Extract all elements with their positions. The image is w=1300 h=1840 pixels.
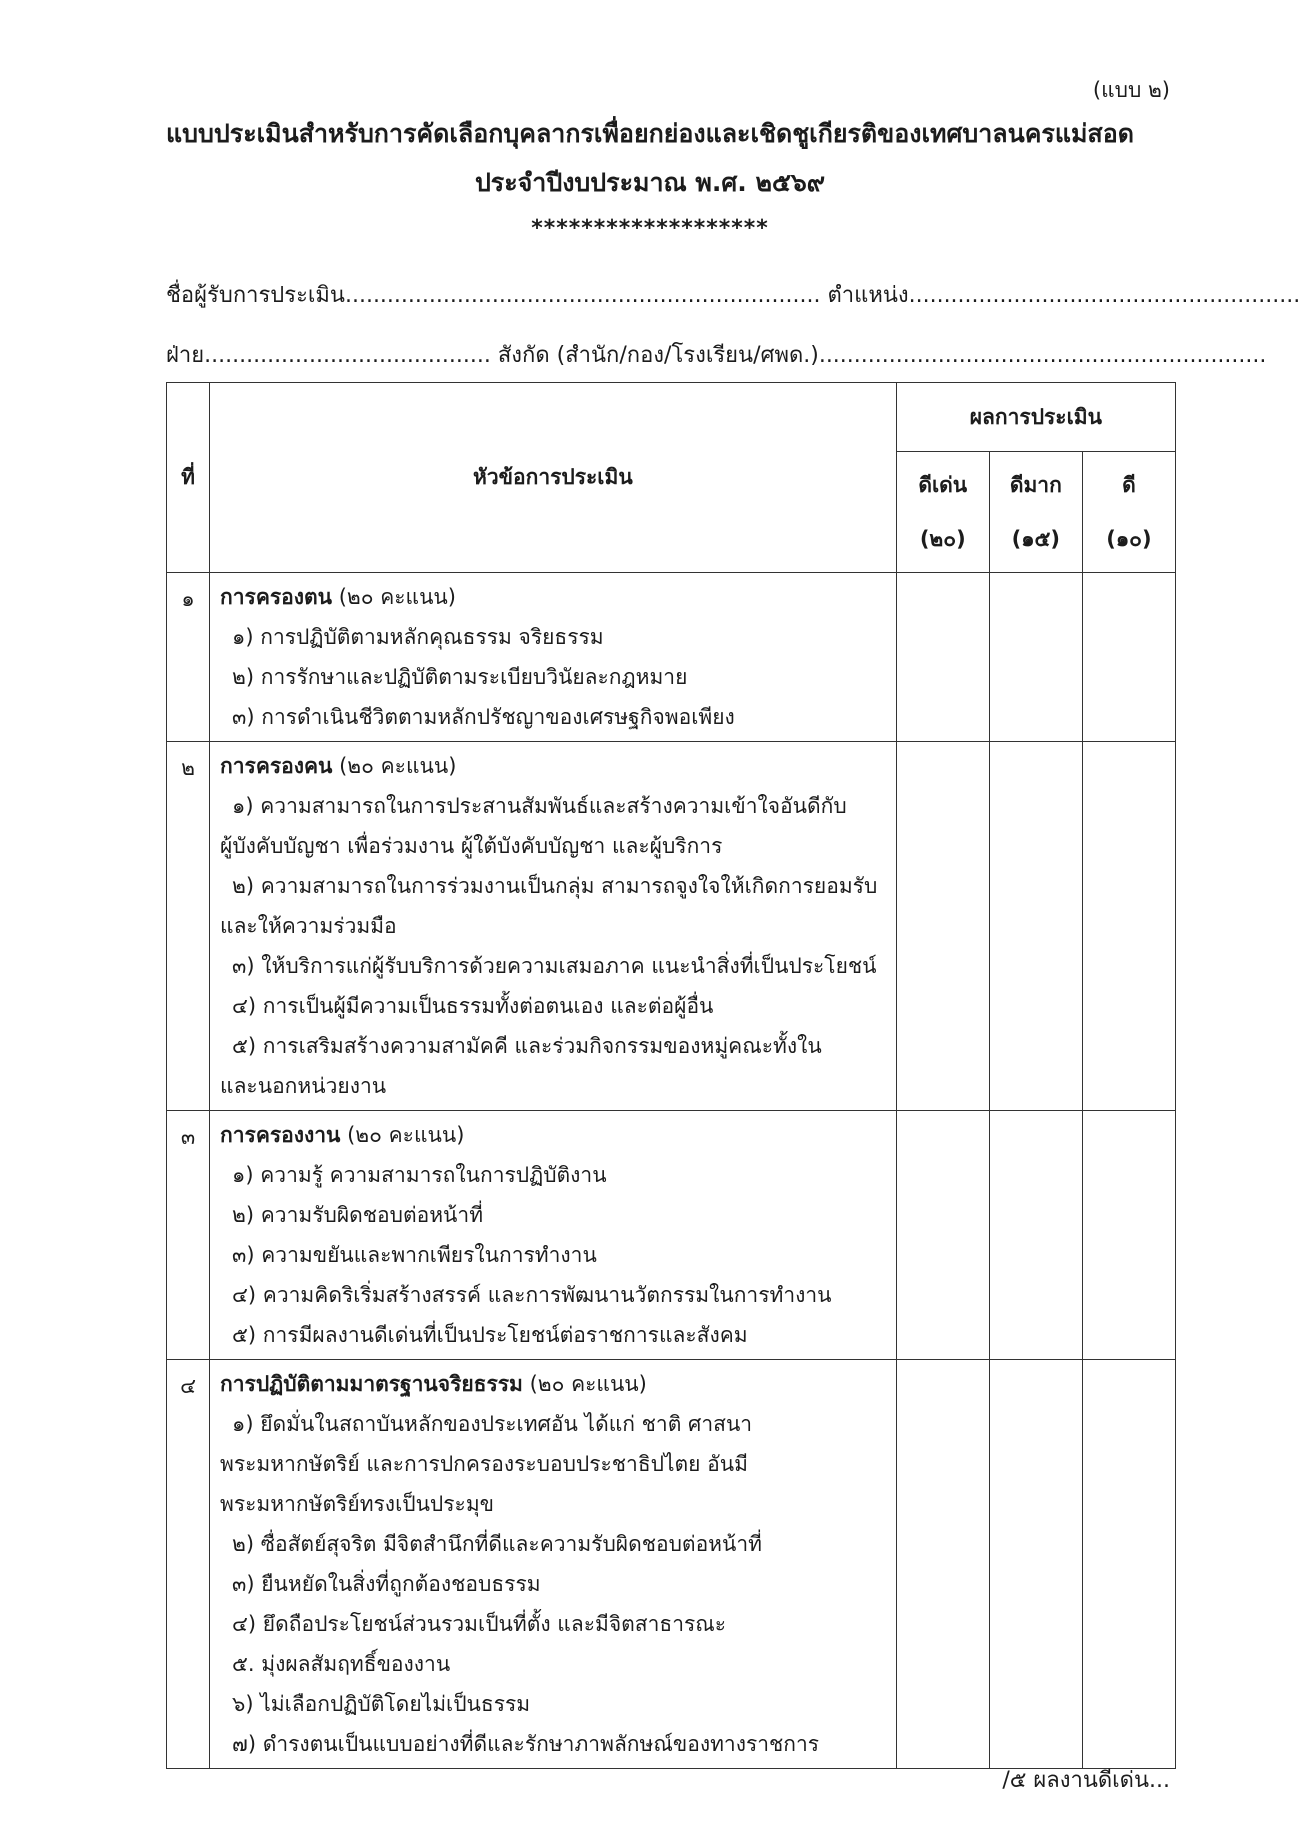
score-cell-good[interactable] xyxy=(1082,1111,1175,1360)
score-cell-very-good[interactable] xyxy=(989,1360,1082,1769)
score-cell-outstanding[interactable] xyxy=(896,742,989,1111)
form-code: (แบบ ๒) xyxy=(1092,78,1170,102)
section-topic xyxy=(210,573,897,742)
score-cell-outstanding[interactable] xyxy=(896,1111,989,1360)
list-item: ๑) ความรู้ ความสามารถในการปฏิบัติงาน xyxy=(232,1163,607,1187)
section-points: (๒๐ คะแนน) xyxy=(332,585,456,609)
score-cell-very-good[interactable] xyxy=(989,573,1082,742)
score-cell-good[interactable] xyxy=(1082,1360,1175,1769)
name-position-field: ชื่อผู้รับการประเมิน.................................................................... ตำแหน่ง........................................................ xyxy=(166,283,1300,308)
evaluation-table xyxy=(166,382,1176,1769)
list-item: ๕) การเสริมสร้างความสามัคคี และร่วมกิจกรรมของหมู่คณะทั้งใน xyxy=(232,1034,822,1058)
header-level-very-good: ดีมาก (๑๕) xyxy=(989,452,1082,573)
list-item: ๑) การปฏิบัติตามหลักคุณธรรม จริยธรรม xyxy=(232,625,604,649)
score-cell-good[interactable] xyxy=(1082,573,1175,742)
header-level-good: ดี (๑๐) xyxy=(1082,452,1175,573)
list-item: ๓) ยืนหยัดในสิ่งที่ถูกต้องชอบธรรม xyxy=(232,1572,541,1596)
section-heading: การครองคน xyxy=(220,754,333,778)
score-cell-very-good[interactable] xyxy=(989,742,1082,1111)
list-item: ๕) การมีผลงานดีเด่นที่เป็นประโยชน์ต่อราชการและสังคม xyxy=(232,1323,748,1347)
section-topic xyxy=(210,1111,897,1360)
list-item: ๒) ความสามารถในการร่วมงานเป็นกลุ่ม สามารถจูงใจให้เกิดการยอมรับ xyxy=(232,874,878,898)
section-topic xyxy=(210,1360,897,1769)
list-item: และนอกหน่วยงาน xyxy=(220,1074,387,1098)
list-item: ๒) การรักษาและปฏิบัติตามระเบียบวินัยละกฎหมาย xyxy=(232,665,688,689)
header-result: ผลการประเมิน xyxy=(896,383,1175,452)
table-row xyxy=(167,1360,1176,1769)
header-no: ที่ xyxy=(167,383,210,573)
header-topic: หัวข้อการประเมิน xyxy=(210,383,897,573)
page-subtitle: ประจำปีงบประมาณ พ.ศ. ๒๕๖๙ xyxy=(474,168,826,197)
list-item: ๒) ความรับผิดชอบต่อหน้าที่ xyxy=(232,1203,484,1227)
list-item: ๖) ไม่เลือกปฏิบัติโดยไม่เป็นธรรม xyxy=(232,1692,531,1716)
list-item: พระมหากษัตริย์ทรงเป็นประมุข xyxy=(220,1492,495,1516)
list-item: ๑) ยึดมั่นในสถาบันหลักของประเทศอัน ได้แก่ ชาติ ศาสนา xyxy=(232,1412,753,1436)
section-points: (๒๐ คะแนน) xyxy=(340,1123,465,1147)
list-item: ๓) การดำเนินชีวิตตามหลักปรัชญาของเศรษฐกิจพอเพียง xyxy=(232,705,735,729)
section-number: ๑ xyxy=(167,573,210,742)
page-title: แบบประเมินสำหรับการคัดเลือกบุคลากรเพื่อยกย่องและเชิดชูเกียรติของเทศบาลนครแม่สอด xyxy=(166,119,1134,148)
list-item: ๗) ดำรงตนเป็นแบบอย่างที่ดีและรักษาภาพลักษณ์ของทางราชการ xyxy=(232,1732,820,1756)
department-affiliation-field: ฝ่าย......................................... สังกัด (สำนัก/กอง/โรงเรียน/ศพด.)................................................................ xyxy=(166,343,1267,368)
score-cell-good[interactable] xyxy=(1082,742,1175,1111)
section-number: ๔ xyxy=(167,1360,210,1769)
list-item: ๕. มุ่งผลสัมฤทธิ์ของงาน xyxy=(232,1652,451,1676)
continuation-note: /๕ ผลงานดีเด่น... xyxy=(1002,1768,1170,1793)
section-number: ๓ xyxy=(167,1111,210,1360)
section-points: (๒๐ คะแนน) xyxy=(332,754,457,778)
list-item: ๓) ความขยันและพากเพียรในการทำงาน xyxy=(232,1243,597,1267)
section-number: ๒ xyxy=(167,742,210,1111)
table-row xyxy=(167,573,1176,742)
list-item: พระมหากษัตริย์ และการปกครองระบอบประชาธิปไตย อันมี xyxy=(220,1452,748,1476)
list-item: ผู้บังคับบัญชา เพื่อร่วมงาน ผู้ใต้บังคับบัญชา และผู้บริการ xyxy=(220,834,723,858)
score-cell-very-good[interactable] xyxy=(989,1111,1082,1360)
list-item: ๔) ความคิดริเริ่มสร้างสรรค์ และการพัฒนานวัตกรรมในการทำงาน xyxy=(232,1283,832,1307)
section-heading: การครองงาน xyxy=(220,1123,341,1147)
header-level-outstanding: ดีเด่น (๒๐) xyxy=(896,452,989,573)
section-topic xyxy=(210,742,897,1111)
list-item: ๑) ความสามารถในการประสานสัมพันธ์และสร้างความเข้าใจอันดีกับ xyxy=(232,794,847,818)
list-item: และให้ความร่วมมือ xyxy=(220,914,397,938)
section-heading: การปฏิบัติตามมาตรฐานจริยธรรม xyxy=(220,1372,523,1396)
section-heading: การครองตน xyxy=(220,585,333,609)
score-cell-outstanding[interactable] xyxy=(896,573,989,742)
score-cell-outstanding[interactable] xyxy=(896,1360,989,1769)
section-points: (๒๐ คะแนน) xyxy=(522,1372,647,1396)
list-item: ๒) ซื่อสัตย์สุจริต มีจิตสำนึกที่ดีและความรับผิดชอบต่อหน้าที่ xyxy=(232,1532,763,1556)
list-item: ๔) ยึดถือประโยชน์ส่วนรวมเป็นที่ตั้ง และมีจิตสาธารณะ xyxy=(232,1612,727,1636)
table-row xyxy=(167,1111,1176,1360)
list-item: ๓) ให้บริการแก่ผู้รับบริการด้วยความเสมอภาค แนะนำสิ่งที่เป็นประโยชน์ xyxy=(232,954,877,978)
list-item: ๔) การเป็นผู้มีความเป็นธรรมทั้งต่อตนเอง และต่อผู้อื่น xyxy=(232,994,714,1018)
separator: ******************* xyxy=(531,216,769,241)
table-row xyxy=(167,742,1176,1111)
